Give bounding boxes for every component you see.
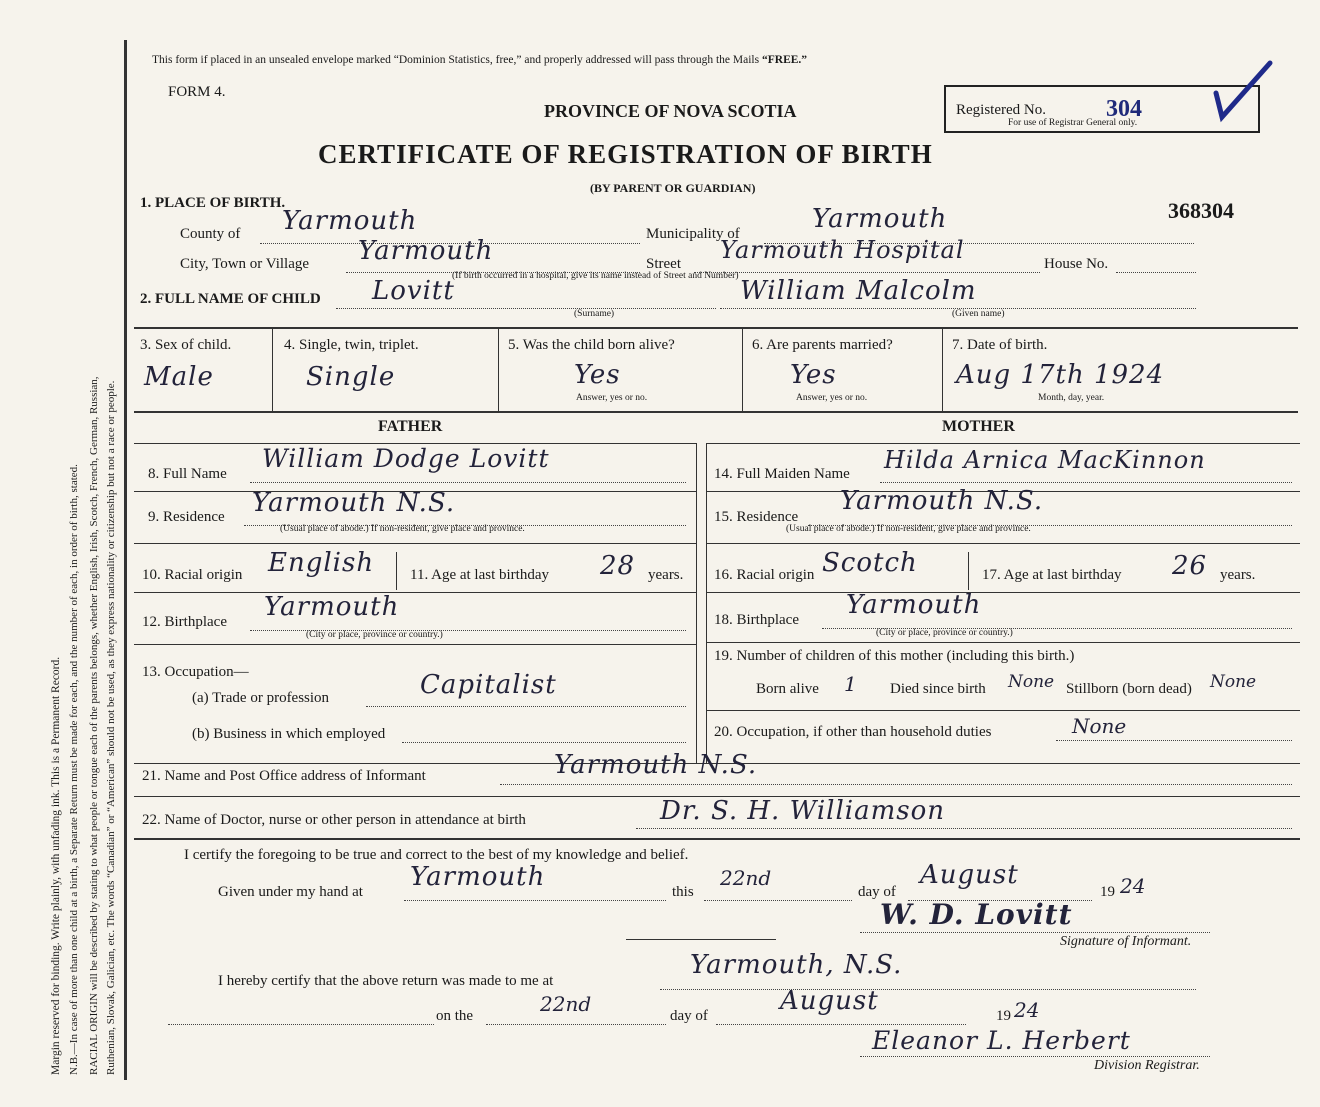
doctor-value: Dr. S. H. Williamson <box>660 796 945 826</box>
born-alive-label: Born alive <box>756 681 819 697</box>
father-residence-note: (Usual place of abode.) If non-resident, give place and province. <box>280 524 525 534</box>
mother-occupation-label: 20. Occupation, if other than household duties <box>714 724 992 740</box>
registered-label: Registered No. <box>956 102 1046 118</box>
single-label: 4. Single, twin, triplet. <box>284 337 419 353</box>
mother-birthplace-note: (City or place, province or country.) <box>876 628 1013 638</box>
mother-birthplace-value: Yarmouth <box>846 590 982 620</box>
registrar-month: August <box>780 986 879 1016</box>
margin-note-4: Ruthenian, Slovak, Galician, etc. The words “Canadian” or “American” should not be used, as they express nationality or citizenship but not a race or people. <box>105 380 117 1075</box>
dob-note: Month, day, year. <box>1038 393 1105 403</box>
given-year-prefix: 19 <box>1100 884 1115 900</box>
father-name-label: 8. Full Name <box>148 466 227 482</box>
father-residence-value: Yarmouth N.S. <box>252 488 456 518</box>
father-birthplace-note: (City or place, province or country.) <box>306 630 443 640</box>
dob-value: Aug 17th 1924 <box>956 360 1165 390</box>
margin-note-2: N.B.—In case of more than one child at a birth, a Separate Return must be made for each, and the number of each, in order of birth, stated. <box>68 464 80 1075</box>
registered-number: 304 <box>1106 96 1142 122</box>
stillborn-label: Stillborn (born dead) <box>1066 681 1192 697</box>
sex-label: 3. Sex of child. <box>140 337 232 353</box>
margin-note-3: RACIAL ORIGIN will be described by stating to what people or tongue each of the parents belongs, whether English, Irish, Scotch, French, German, Russian, <box>88 376 100 1075</box>
day-of-label: day of <box>858 884 896 900</box>
father-trade-label: (a) Trade or profession <box>192 690 330 706</box>
surname-note: (Surname) <box>574 309 615 319</box>
child-surname: Lovitt <box>372 276 455 306</box>
dob-label: 7. Date of birth. <box>952 337 1048 353</box>
child-given-name: William Malcolm <box>740 276 977 306</box>
informant-value: Yarmouth N.S. <box>554 750 758 780</box>
registrar-signature-label: Division Registrar. <box>1094 1058 1200 1073</box>
father-racial-label: 10. Racial origin <box>142 567 243 583</box>
father-trade-value: Capitalist <box>420 670 557 700</box>
row-rule-bottom <box>134 411 1298 413</box>
municipality-label: Municipality of <box>646 226 740 242</box>
mother-name-value: Hilda Arnica MacKinnon <box>884 446 1206 474</box>
mother-racial-label: 16. Racial origin <box>714 567 815 583</box>
registrar-year-prefix: 19 <box>996 1008 1011 1024</box>
father-heading: FATHER <box>378 418 443 435</box>
mother-occupation-value: None <box>1072 714 1127 738</box>
father-racial-value: English <box>268 548 375 578</box>
mother-name-label: 14. Full Maiden Name <box>714 466 850 482</box>
married-value: Yes <box>790 360 837 390</box>
mother-racial-value: Scotch <box>822 548 918 578</box>
margin-rule <box>124 40 127 1080</box>
mother-years: years. <box>1220 567 1256 583</box>
mail-notice-text: This form if placed in an unsealed envelope marked “Dominion Statistics, free,” and properly addressed will pass through the Mails <box>152 54 760 66</box>
alive-label: 5. Was the child born alive? <box>508 337 675 353</box>
mail-notice <box>152 54 807 66</box>
registrar-day-of: day of <box>670 1008 708 1024</box>
province-heading: PROVINCE OF NOVA SCOTIA <box>544 101 797 121</box>
father-birthplace-value: Yarmouth <box>264 592 400 622</box>
column-divider <box>696 443 697 763</box>
page-title: CERTIFICATE OF REGISTRATION OF BIRTH <box>318 139 933 169</box>
alive-value: Yes <box>574 360 621 390</box>
form-number: FORM 4. <box>168 84 226 100</box>
certify-statement: I certify the foregoing to be true and correct to the best of my knowledge and belief. <box>184 847 689 863</box>
sex-value: Male <box>144 362 214 392</box>
died-since-label: Died since birth <box>890 681 986 697</box>
registrar-note: For use of Registrar General only. <box>1008 118 1138 128</box>
father-years: years. <box>648 567 684 583</box>
registrar-year: 24 <box>1014 998 1040 1022</box>
city-value: Yarmouth <box>358 236 494 266</box>
this-label: this <box>672 884 694 900</box>
mother-age-label: 17. Age at last birthday <box>982 567 1122 583</box>
given-note: (Given name) <box>952 309 1005 319</box>
mother-age-value: 26 <box>1172 551 1208 581</box>
informant-signature-label: Signature of Informant. <box>1060 934 1192 949</box>
mother-birthplace-label: 18. Birthplace <box>714 612 799 628</box>
mother-heading: MOTHER <box>942 418 1015 435</box>
alive-note: Answer, yes or no. <box>576 393 648 403</box>
binding-margin <box>0 0 126 1107</box>
mother-residence-value: Yarmouth N.S. <box>840 486 1044 516</box>
on-the-label: on the <box>436 1008 474 1024</box>
father-name-value: William Dodge Lovitt <box>262 444 550 473</box>
county-value: Yarmouth <box>282 206 418 236</box>
street-value: Yarmouth Hospital <box>720 236 965 264</box>
father-age-value: 28 <box>600 551 636 581</box>
registrar-signature: Eleanor L. Herbert <box>872 1026 1131 1055</box>
margin-note-1: Margin reserved for binding. Write plainly, with unfading ink. This is a Permanent Record. <box>50 656 62 1075</box>
certificate-number: 368304 <box>1168 198 1234 223</box>
father-residence-label: 9. Residence <box>148 509 225 525</box>
mother-residence-note: (Usual place of abode.) If non-resident, give place and province. <box>786 524 1031 534</box>
row-rule-top <box>134 327 1298 329</box>
checkmark-icon <box>1208 59 1278 129</box>
married-note: Answer, yes or no. <box>796 393 868 403</box>
mother-residence-label: 15. Residence <box>714 509 799 525</box>
given-year: 24 <box>1120 874 1146 898</box>
given-day: 22nd <box>720 866 772 890</box>
father-age-label: 11. Age at last birthday <box>410 567 549 583</box>
registrar-place: Yarmouth, N.S. <box>690 950 903 980</box>
registrar-day: 22nd <box>540 992 592 1016</box>
page-subtitle: (BY PARENT OR GUARDIAN) <box>590 181 756 195</box>
informant-signature: W. D. Lovitt <box>880 898 1073 931</box>
child-name-label: 2. FULL NAME OF CHILD <box>140 291 321 307</box>
born-alive-value: 1 <box>844 672 857 696</box>
given-label: Given under my hand at <box>218 884 363 900</box>
given-month: August <box>920 860 1019 890</box>
place-heading: 1. PLACE OF BIRTH. <box>140 195 286 211</box>
given-place: Yarmouth <box>410 862 546 892</box>
mother-children-label: 19. Number of children of this mother (including this birth.) <box>714 648 1075 664</box>
street-label: Street <box>646 256 681 272</box>
married-label: 6. Are parents married? <box>752 337 893 353</box>
father-birthplace-label: 12. Birthplace <box>142 614 227 630</box>
father-occupation-label: 13. Occupation— <box>142 664 249 680</box>
municipality-value: Yarmouth <box>812 204 948 234</box>
mail-free: “FREE.” <box>761 54 808 66</box>
single-value: Single <box>306 362 396 392</box>
died-since-value: None <box>1008 672 1055 692</box>
county-label: County of <box>180 226 241 242</box>
informant-label: 21. Name and Post Office address of Informant <box>142 768 426 784</box>
city-label: City, Town or Village <box>180 256 310 272</box>
father-business-label: (b) Business in which employed <box>192 726 386 742</box>
stillborn-value: None <box>1210 672 1257 692</box>
registrar-statement: I hereby certify that the above return was made to me at <box>218 973 554 989</box>
house-label: House No. <box>1044 256 1109 272</box>
hospital-note: (If birth occurred in a hospital, give its name instead of Street and Number) <box>452 271 739 281</box>
registered-box <box>944 85 1260 133</box>
doctor-label: 22. Name of Doctor, nurse or other person in attendance at birth <box>142 812 526 828</box>
